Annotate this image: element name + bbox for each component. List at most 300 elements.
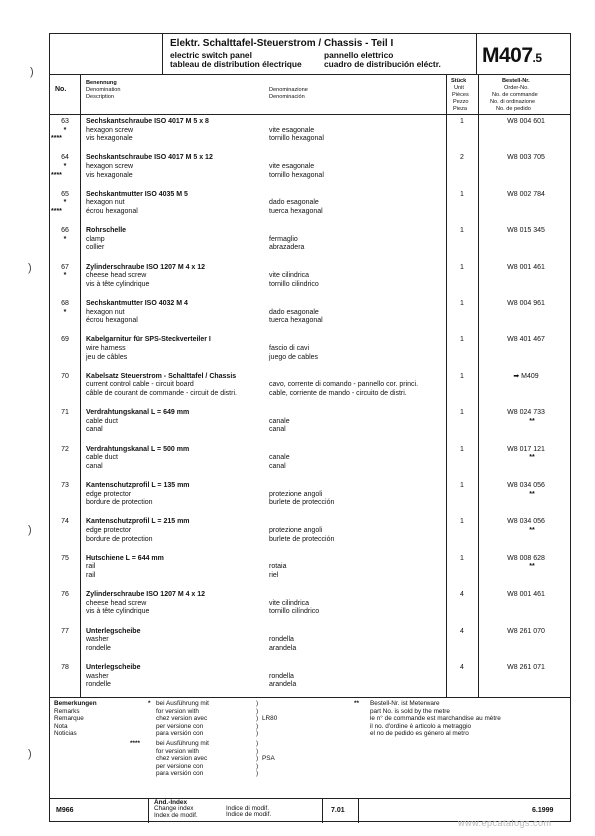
item-description-it-es xyxy=(269,527,334,544)
item-name-es: canal xyxy=(269,426,286,434)
star1-line: bei Ausführung mit xyxy=(156,700,209,707)
item-name-de: Hutschiene L = 644 mm xyxy=(86,554,164,562)
version-mark: * xyxy=(63,199,67,207)
star1-code: LR80 xyxy=(262,715,278,722)
parts-row xyxy=(50,555,572,592)
item-name-fr: vis hexagonale xyxy=(86,171,133,179)
item-quantity: 1 xyxy=(460,482,464,489)
item-number xyxy=(50,518,80,527)
col-commande: No. de commande xyxy=(492,92,538,98)
order-number: W8 261 071 xyxy=(507,664,545,671)
item-number xyxy=(50,482,80,491)
item-no: 72 xyxy=(61,445,69,453)
star1-line: chez version avec xyxy=(156,715,208,723)
footer-divider xyxy=(148,798,149,823)
parts-row xyxy=(50,336,572,373)
order-number: W8 024 733 xyxy=(507,409,545,417)
item-quantity: 1 xyxy=(460,300,464,307)
item-name-it: dado esagonale xyxy=(269,199,319,207)
item-number xyxy=(50,191,80,217)
item-description-it-es xyxy=(269,454,290,471)
parts-row xyxy=(50,664,572,701)
version-mark: * xyxy=(63,235,67,243)
version-number: 7.01 xyxy=(331,807,345,814)
parts-row xyxy=(50,264,572,301)
item-no: 67 xyxy=(61,263,69,271)
item-name-en: clamp xyxy=(86,235,105,243)
col-divider xyxy=(80,74,81,114)
binder-mark: ) xyxy=(28,748,32,760)
order-number: W8 401 467 xyxy=(507,336,545,344)
item-description-it-es xyxy=(269,418,290,435)
item-name-en: wire harness xyxy=(86,344,126,352)
remarks-label: Noticias xyxy=(54,730,77,738)
item-name-de: Rohrschelle xyxy=(86,227,127,235)
item-description-it-es xyxy=(269,272,319,289)
title-en: electric switch panel xyxy=(170,50,252,60)
item-name-it: vite esagonale xyxy=(269,126,315,134)
order-number: W8 001 461 xyxy=(507,263,545,271)
item-number xyxy=(50,118,80,144)
binder-mark: ) xyxy=(28,262,32,274)
item-description-it-es xyxy=(269,309,323,326)
star1-brace: ) ) ) ) ) xyxy=(256,700,259,738)
change-index-it-es xyxy=(226,806,271,819)
parts-sheet xyxy=(49,33,571,822)
col-pedido: No. de pedido xyxy=(496,106,531,112)
version-mark: * xyxy=(63,162,67,170)
item-description xyxy=(86,118,209,144)
change-index-fr: Index de modif. xyxy=(154,811,198,819)
item-order-number xyxy=(482,154,570,163)
item-name-en: edge protector xyxy=(86,490,132,498)
item-no: 64 xyxy=(61,154,69,162)
item-name-it: vite cilindrica xyxy=(269,272,310,280)
version-mark-psa: **** xyxy=(51,207,62,215)
item-name-es: riel xyxy=(269,571,279,579)
col-ordinazione: No. di ordinazione xyxy=(490,99,536,105)
item-name-it: rondella xyxy=(269,672,294,680)
item-name-de: Zylinderschraube ISO 1207 M 4 x 12 xyxy=(86,263,206,271)
item-name-fr: câble de courant de commande - circuit de distri. xyxy=(86,389,237,397)
col-pieces: Pièces xyxy=(452,92,469,98)
item-no: 73 xyxy=(61,482,69,489)
item-no: 69 xyxy=(61,336,69,344)
col-pezzo: Pezzo xyxy=(453,99,469,105)
item-name-de: Unterlegscheibe xyxy=(86,664,141,671)
item-no: 76 xyxy=(61,591,69,599)
item-description xyxy=(86,446,189,472)
item-description xyxy=(86,191,188,217)
change-index-de: Änd.-Index xyxy=(154,799,188,806)
item-name-fr: rondelle xyxy=(86,681,111,689)
item-order-number xyxy=(482,264,570,273)
order-number: W8 002 784 xyxy=(507,190,545,198)
item-description-it-es xyxy=(269,199,323,216)
item-no: 65 xyxy=(61,190,69,198)
col-pieza: Pieza xyxy=(453,106,467,112)
order-number: W8 004 961 xyxy=(507,300,545,307)
item-name-es: burlete de protección xyxy=(269,499,335,507)
item-name-fr: vis à tête cylindrique xyxy=(86,608,150,616)
col-no: No. xyxy=(55,86,67,93)
item-name-it: vite esagonale xyxy=(269,162,315,170)
item-name-fr: rondelle xyxy=(86,644,111,652)
col-divider xyxy=(446,74,447,114)
star4-line: para versión con xyxy=(156,770,204,778)
item-number xyxy=(50,373,80,382)
item-description xyxy=(86,591,205,617)
item-name-es: canal xyxy=(269,462,286,470)
item-order-number xyxy=(482,373,570,382)
item-name-fr: collier xyxy=(86,244,105,252)
item-name-es: cable, corriente de mando - circuito de distri. xyxy=(269,389,407,397)
item-name-de: Kantenschutzprofil L = 135 mm xyxy=(86,482,190,489)
order-number: W8 001 461 xyxy=(507,591,545,599)
change-index-it: Indice di modif. xyxy=(226,805,269,812)
star4-line: bei Ausführung mit xyxy=(156,740,209,747)
item-name-en: cheese head screw xyxy=(86,272,147,280)
item-description-it-es xyxy=(269,163,324,180)
title-it: pannello elettrico xyxy=(324,50,394,60)
item-order-number xyxy=(482,482,570,499)
star2-line: il no. d'ordine è articolo a metraggio xyxy=(370,722,472,730)
remarks-label: Remarks xyxy=(54,707,80,715)
footer-divider xyxy=(322,798,323,823)
item-name-fr: canal xyxy=(86,462,103,470)
item-description xyxy=(86,664,140,690)
doc-number: M966 xyxy=(56,807,74,814)
remarks-label: Nota xyxy=(54,722,68,730)
item-description xyxy=(86,227,126,253)
item-order-number xyxy=(482,227,570,236)
item-no: 75 xyxy=(61,554,69,562)
item-name-fr: rail xyxy=(86,571,96,579)
item-name-it: fascio di cavi xyxy=(269,344,310,352)
item-number xyxy=(50,336,80,345)
item-description xyxy=(86,264,205,290)
item-number xyxy=(50,664,80,673)
item-quantity: 1 xyxy=(460,118,464,125)
item-description xyxy=(86,482,190,508)
order-number: W8 034 056 xyxy=(507,482,545,489)
item-quantity: 1 xyxy=(460,227,464,235)
item-description-it-es xyxy=(269,563,287,580)
item-no: 74 xyxy=(61,518,69,526)
item-name-it: rotaia xyxy=(269,563,287,571)
item-name-de: Kabelsatz Steuerstrom - Schalttafel / Chassis xyxy=(86,372,237,380)
parts-row xyxy=(50,191,572,228)
order-number: ➡ M409 xyxy=(513,372,539,380)
item-name-de: Verdrahtungskanal L = 649 mm xyxy=(86,409,190,417)
star2-symbol: ** xyxy=(354,700,359,707)
item-order-number xyxy=(482,518,570,535)
item-name-it: protezione angoli xyxy=(269,526,323,534)
item-quantity: 2 xyxy=(460,154,464,162)
item-number xyxy=(50,154,80,180)
item-quantity: 1 xyxy=(460,554,464,562)
item-description-it-es xyxy=(269,236,304,253)
item-name-en: washer xyxy=(86,636,109,644)
change-index xyxy=(154,800,198,819)
metre-ware-mark: ** xyxy=(529,454,535,462)
columns-separator xyxy=(50,114,570,115)
item-name-de: Sechskantschraube ISO 4017 M 5 x 12 xyxy=(86,154,213,162)
parts-row xyxy=(50,628,572,665)
item-name-en: hexagon nut xyxy=(86,308,125,316)
item-number xyxy=(50,591,80,600)
item-name-es: tornillo cilíndrico xyxy=(269,608,320,616)
item-name-de: Sechskantmutter ISO 4035 M 5 xyxy=(86,190,188,198)
item-description xyxy=(86,518,190,544)
parts-row xyxy=(50,482,572,519)
item-order-number xyxy=(482,300,570,309)
star4-brace: ) ) ) ) ) xyxy=(256,740,259,778)
watermark: www.epcatalogs.com xyxy=(458,818,552,828)
item-no: 66 xyxy=(61,227,69,235)
col-benennung: Benennung xyxy=(86,80,117,86)
col-denominacion: Denominación xyxy=(269,94,305,100)
star2-lines xyxy=(370,700,501,738)
parts-row xyxy=(50,409,572,446)
item-name-de: Unterlegscheibe xyxy=(86,627,141,635)
star4-lines xyxy=(156,740,209,778)
parts-row xyxy=(50,227,572,264)
header-divider xyxy=(162,34,163,74)
star4-symbol: **** xyxy=(130,740,140,747)
item-description xyxy=(86,628,140,654)
item-quantity: 1 xyxy=(460,190,464,198)
order-number: W8 004 601 xyxy=(507,118,545,125)
item-order-number xyxy=(482,409,570,426)
star1-lines xyxy=(156,700,209,738)
item-name-de: Kantenschutzprofil L = 215 mm xyxy=(86,518,190,526)
item-no: 68 xyxy=(61,300,69,307)
order-number: W8 008 628 xyxy=(507,554,545,562)
item-quantity: 1 xyxy=(460,263,464,271)
star1-symbol: * xyxy=(148,700,151,707)
change-index-es: Indice de modif. xyxy=(226,811,272,819)
item-description xyxy=(86,154,213,180)
item-quantity: 1 xyxy=(460,518,464,526)
item-number xyxy=(50,409,80,418)
item-order-number xyxy=(482,555,570,572)
parts-row xyxy=(50,373,572,410)
item-description xyxy=(86,373,237,399)
binder-mark: ) xyxy=(28,524,32,536)
col-description: Description xyxy=(86,94,114,100)
item-description xyxy=(86,409,189,435)
item-name-fr: écrou hexagonal xyxy=(86,207,138,215)
item-number xyxy=(50,446,80,455)
item-name-es: arandela xyxy=(269,644,297,652)
item-no: 63 xyxy=(61,118,69,125)
col-denominazione: Denominazione xyxy=(269,87,308,93)
item-number xyxy=(50,227,80,244)
item-order-number xyxy=(482,591,570,600)
item-name-it: dado esagonale xyxy=(269,308,319,316)
parts-row xyxy=(50,518,572,555)
metre-ware-mark: ** xyxy=(529,563,535,571)
page-code xyxy=(482,44,542,68)
item-name-es: tuerca hexagonal xyxy=(269,317,323,325)
item-name-de: Zylinderschraube ISO 1207 M 4 x 12 xyxy=(86,591,206,599)
item-order-number xyxy=(482,336,570,345)
item-name-fr: bordure de protection xyxy=(86,535,153,543)
item-number xyxy=(50,628,80,637)
item-quantity: 1 xyxy=(460,409,464,417)
item-quantity: 1 xyxy=(460,336,464,344)
item-number xyxy=(50,300,80,317)
version-mark-psa: **** xyxy=(51,135,62,143)
item-name-es: tuerca hexagonal xyxy=(269,207,323,215)
item-name-it: fermaglio xyxy=(269,235,298,243)
col-unit: Unit xyxy=(454,85,464,91)
change-index-en: Change index xyxy=(154,805,194,813)
title-fr: tableau de distribution électrique xyxy=(170,59,302,69)
item-quantity: 4 xyxy=(460,627,464,635)
item-description-it-es xyxy=(269,636,296,653)
col-stueck: Stück xyxy=(451,78,467,84)
item-name-en: edge protector xyxy=(86,526,132,534)
item-quantity: 4 xyxy=(460,591,464,599)
item-no: 70 xyxy=(61,372,69,380)
item-name-de: Verdrahtungskanal L = 500 mm xyxy=(86,445,190,453)
col-divider xyxy=(478,74,479,114)
item-name-es: tornillo hexagonal xyxy=(269,135,324,143)
item-no: 78 xyxy=(61,664,69,671)
item-no: 77 xyxy=(61,627,69,635)
item-name-de: Sechskantmutter ISO 4032 M 4 xyxy=(86,300,188,307)
item-name-en: hexagon screw xyxy=(86,162,134,170)
star2-line: Bestell-Nr. ist Meterware xyxy=(370,700,440,707)
version-mark: * xyxy=(63,272,67,280)
item-quantity: 1 xyxy=(460,445,464,453)
item-name-en: rail xyxy=(86,563,96,571)
footer-divider xyxy=(358,798,359,823)
item-name-fr: canal xyxy=(86,426,103,434)
item-name-it: protezione angoli xyxy=(269,490,323,498)
item-name-en: cheese head screw xyxy=(86,599,147,607)
item-name-it: vite cilindrica xyxy=(269,599,310,607)
item-quantity: 1 xyxy=(460,372,464,380)
item-order-number xyxy=(482,118,570,127)
item-name-de: Sechskantschraube ISO 4017 M 5 x 8 xyxy=(86,118,209,125)
item-quantity: 4 xyxy=(460,664,464,671)
header-separator xyxy=(50,74,570,75)
item-description-it-es xyxy=(269,127,324,144)
col-order: Order-No. xyxy=(504,85,529,91)
item-description-it-es xyxy=(269,345,318,362)
remarks-labels xyxy=(54,700,97,738)
parts-row xyxy=(50,446,572,483)
title-es: cuadro de distribución eléctr. xyxy=(324,59,441,69)
header-divider xyxy=(476,34,477,74)
item-description-it-es xyxy=(269,381,418,398)
item-name-en: current control cable - circuit board xyxy=(86,381,194,389)
item-name-en: cable duct xyxy=(86,417,118,425)
item-name-es: tornillo hexagonal xyxy=(269,171,324,179)
item-name-it: rondella xyxy=(269,636,294,644)
item-description-it-es xyxy=(269,673,296,690)
item-name-it: canale xyxy=(269,417,290,425)
footer-separator xyxy=(50,798,570,799)
version-mark: * xyxy=(63,308,67,316)
remarks-label: Remarque xyxy=(54,715,84,723)
star2-line: part No. is sold by the metre xyxy=(370,707,450,715)
metre-ware-mark: ** xyxy=(529,526,535,534)
item-order-number xyxy=(482,191,570,200)
star4-code: PSA xyxy=(262,755,275,762)
item-name-fr: vis hexagonale xyxy=(86,135,133,143)
parts-row xyxy=(50,591,572,628)
item-order-number xyxy=(482,446,570,463)
parts-row xyxy=(50,118,572,155)
metre-ware-mark: ** xyxy=(529,417,535,425)
star1-line: para versión con xyxy=(156,730,204,738)
item-name-es: burlete de protección xyxy=(269,535,335,543)
item-name-en: cable duct xyxy=(86,454,118,462)
item-name-it: cavo, corrente di comando - pannello cor. princi. xyxy=(269,381,419,389)
item-name-de: Kabelgarnitur für SPS-Steckverteiler I xyxy=(86,336,211,344)
item-name-fr: bordure de protection xyxy=(86,499,153,507)
item-description xyxy=(86,555,164,581)
item-order-number xyxy=(482,664,570,673)
version-mark: * xyxy=(63,126,67,134)
col-denomination: Denomination xyxy=(86,87,121,93)
star2-line: le n° de commande est marchandise au mètre xyxy=(370,715,501,723)
metre-ware-mark: ** xyxy=(529,490,535,498)
item-number xyxy=(50,264,80,281)
title-de: Elektr. Schalttafel-Steuerstrom / Chassis - Teil I xyxy=(170,38,394,49)
order-number: W8 015 345 xyxy=(507,227,545,235)
item-name-es: tornillo cilindrico xyxy=(269,280,319,288)
item-order-number xyxy=(482,628,570,637)
remarks-label: Bemerkungen xyxy=(54,700,97,707)
col-bestell: Bestell-Nr. xyxy=(502,78,530,84)
issue-date: 6.1999 xyxy=(532,807,554,814)
item-name-fr: vis à tête cylindrique xyxy=(86,280,150,288)
remarks-separator xyxy=(50,697,570,698)
star2-line: el no de pedido es género al metro xyxy=(370,730,469,738)
item-number xyxy=(50,555,80,564)
item-description xyxy=(86,336,211,362)
item-name-fr: jeu de câbles xyxy=(86,353,128,361)
item-description xyxy=(86,300,188,326)
parts-row xyxy=(50,300,572,337)
item-name-es: arandela xyxy=(269,681,297,689)
item-name-it: canale xyxy=(269,454,290,462)
order-number: W8 003 705 xyxy=(507,154,545,162)
parts-row xyxy=(50,154,572,191)
star4-line: chez version avec xyxy=(156,755,208,763)
version-mark-psa: **** xyxy=(51,171,62,179)
item-description-it-es xyxy=(269,491,334,508)
item-name-es: abrazadera xyxy=(269,244,305,252)
item-name-es: juego de cables xyxy=(269,353,319,361)
star1-line: for version with xyxy=(156,707,199,715)
page-code-sub: .5 xyxy=(532,51,542,65)
order-number: W8 034 056 xyxy=(507,518,545,526)
order-number: W8 261 070 xyxy=(507,627,545,635)
star4-line: for version with xyxy=(156,747,199,755)
page-code-main: M407 xyxy=(482,44,533,67)
item-name-en: hexagon screw xyxy=(86,126,134,134)
item-description-it-es xyxy=(269,600,319,617)
order-number: W8 017 121 xyxy=(507,445,545,453)
binder-mark: ) xyxy=(30,66,34,78)
star1-line: per versione con xyxy=(156,722,204,730)
